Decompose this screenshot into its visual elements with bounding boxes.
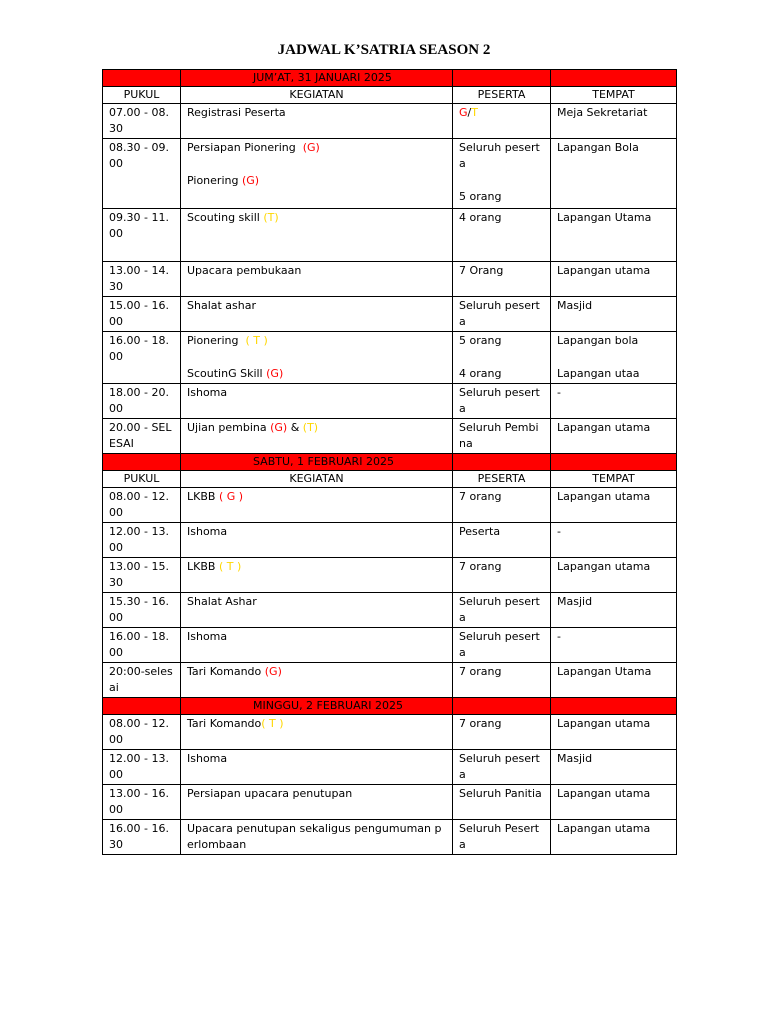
table-row — [103, 628, 677, 663]
table-row — [103, 332, 677, 384]
table-row — [103, 262, 677, 297]
marker-g: (G) — [264, 665, 282, 678]
table-row — [103, 104, 677, 139]
place-text: Lapangan bola — [557, 334, 639, 347]
marker-t: ( T ) — [261, 717, 284, 730]
activity-cell — [181, 209, 453, 262]
activity-cell — [181, 488, 453, 523]
participants-cell: 4 orang — [453, 209, 551, 262]
place-cell: Lapangan utama — [551, 785, 677, 820]
place-cell: - — [551, 523, 677, 558]
table-row — [103, 820, 677, 855]
column-header-row — [103, 87, 677, 104]
table-row — [103, 297, 677, 332]
table-row — [103, 750, 677, 785]
place-cell: Masjid — [551, 750, 677, 785]
table-row — [103, 785, 677, 820]
time-cell: 16.00 - 16.30 — [103, 820, 181, 855]
time-cell: 15.30 - 16.00 — [103, 593, 181, 628]
column-header-row — [103, 471, 677, 488]
day-label: MINGGU, 2 FEBRUARI 2025 — [181, 698, 453, 715]
activity-cell: Ishoma — [181, 384, 453, 419]
activity-text: Scouting skill — [187, 211, 260, 224]
marker-g: G — [459, 106, 468, 119]
table-row — [103, 488, 677, 523]
activity-cell — [181, 715, 453, 750]
table-row — [103, 715, 677, 750]
marker-g: ( G ) — [218, 490, 244, 503]
marker-g: (G) — [241, 174, 260, 187]
activity-cell: Registrasi Peserta — [181, 104, 453, 139]
time-cell: 18.00 - 20.00 — [103, 384, 181, 419]
activity-text: Tari Komando — [187, 717, 262, 730]
day-header-row — [103, 70, 677, 87]
place-cell: Meja Sekretariat — [551, 104, 677, 139]
participants-text: 4 orang — [459, 367, 502, 380]
time-cell: 20.00 - SELESAI — [103, 419, 181, 454]
place-cell: Lapangan utama — [551, 558, 677, 593]
activity-cell — [181, 332, 453, 384]
activity-text: LKBB — [187, 490, 216, 503]
day-header-row — [103, 698, 677, 715]
time-cell: 16.00 - 18.00 — [103, 628, 181, 663]
time-cell: 08.00 - 12.00 — [103, 488, 181, 523]
place-cell: Lapangan utama — [551, 262, 677, 297]
participants-cell — [453, 332, 551, 384]
schedule-table — [102, 69, 677, 855]
activity-cell: Shalat ashar — [181, 297, 453, 332]
participants-cell — [453, 104, 551, 139]
activity-text: ScoutinG Skill — [187, 367, 263, 380]
place-cell: Masjid — [551, 297, 677, 332]
time-cell: 13.00 - 15.30 — [103, 558, 181, 593]
day-header-row — [103, 454, 677, 471]
time-cell: 13.00 - 14.30 — [103, 262, 181, 297]
participants-cell: Seluruh Panitia — [453, 785, 551, 820]
place-cell: - — [551, 384, 677, 419]
table-row — [103, 663, 677, 698]
day-label: SABTU, 1 FEBRUARI 2025 — [181, 454, 453, 471]
place-cell: - — [551, 628, 677, 663]
activity-text: LKBB — [187, 560, 216, 573]
marker-slash: / — [467, 106, 472, 119]
activity-cell: Persiapan upacara penutupan — [181, 785, 453, 820]
col-header-tempat: TEMPAT — [551, 87, 677, 104]
participants-text: 5 orang — [459, 334, 502, 347]
marker-g: (G) — [270, 421, 288, 434]
participants-cell — [453, 139, 551, 209]
table-row — [103, 384, 677, 419]
place-cell: Lapangan utama — [551, 715, 677, 750]
time-cell: 09.30 - 11.00 — [103, 209, 181, 262]
col-header-kegiatan: KEGIATAN — [181, 471, 453, 488]
table-row — [103, 209, 677, 262]
place-cell: Lapangan Utama — [551, 663, 677, 698]
activity-cell — [181, 558, 453, 593]
participants-cell: 7 Orang — [453, 262, 551, 297]
activity-text: Pionering — [187, 174, 239, 187]
activity-cell: Ishoma — [181, 523, 453, 558]
activity-text: Tari Komando — [187, 665, 262, 678]
participants-cell: 7 orang — [453, 488, 551, 523]
col-header-peserta: PESERTA — [453, 87, 551, 104]
place-text: Lapangan utaa — [557, 367, 640, 380]
activity-cell: Ishoma — [181, 750, 453, 785]
participants-text: 5 orang — [459, 190, 502, 203]
place-cell: Masjid — [551, 593, 677, 628]
col-header-kegiatan: KEGIATAN — [181, 87, 453, 104]
col-header-pukul: PUKUL — [103, 471, 181, 488]
time-cell: 20:00-selesai — [103, 663, 181, 698]
time-cell: 16.00 - 18.00 — [103, 332, 181, 384]
activity-cell: Upacara pembukaan — [181, 262, 453, 297]
participants-cell: 7 orang — [453, 715, 551, 750]
place-cell: Lapangan utama — [551, 820, 677, 855]
table-row — [103, 523, 677, 558]
place-cell — [551, 332, 677, 384]
place-cell: Lapangan Utama — [551, 209, 677, 262]
participants-cell: Peserta — [453, 523, 551, 558]
place-cell: Lapangan utama — [551, 488, 677, 523]
activity-text: Persiapan Pionering — [187, 141, 296, 154]
table-row — [103, 139, 677, 209]
col-header-peserta: PESERTA — [453, 471, 551, 488]
participants-cell: Seluruh peserta — [453, 750, 551, 785]
activity-cell — [181, 419, 453, 454]
activity-cell: Ishoma — [181, 628, 453, 663]
marker-t: (T) — [263, 211, 279, 224]
time-cell: 07.00 - 08.30 — [103, 104, 181, 139]
participants-cell: Seluruh Peserta — [453, 820, 551, 855]
place-cell: Lapangan utama — [551, 419, 677, 454]
marker-t: T — [471, 106, 478, 119]
marker-t: ( T ) — [218, 560, 242, 573]
activity-text: Pionering — [187, 334, 239, 347]
time-cell: 08.30 - 09.00 — [103, 139, 181, 209]
marker-g: (G) — [302, 141, 320, 154]
activity-text: Ujian pembina — [187, 421, 267, 434]
marker-t: (T) — [302, 421, 319, 434]
time-cell: 08.00 - 12.00 — [103, 715, 181, 750]
activity-cell: Upacara penutupan sekaligus pengumuman perlombaan — [181, 820, 453, 855]
participants-cell: Seluruh peserta — [453, 384, 551, 419]
table-row — [103, 419, 677, 454]
col-header-tempat: TEMPAT — [551, 471, 677, 488]
time-cell: 12.00 - 13.00 — [103, 523, 181, 558]
participants-cell: Seluruh peserta — [453, 297, 551, 332]
table-row — [103, 593, 677, 628]
day-label: JUM’AT, 31 JANUARI 2025 — [181, 70, 453, 87]
time-cell: 12.00 - 13.00 — [103, 750, 181, 785]
participants-cell: Seluruh Pembina — [453, 419, 551, 454]
marker-g: (G) — [266, 367, 284, 380]
participants-text: Seluruh peserta — [459, 141, 540, 170]
marker-amp: & — [287, 421, 303, 434]
participants-cell: Seluruh peserta — [453, 628, 551, 663]
time-cell: 15.00 - 16.00 — [103, 297, 181, 332]
marker-t: ( T ) — [245, 334, 268, 347]
participants-cell: Seluruh peserta — [453, 593, 551, 628]
activity-cell — [181, 139, 453, 209]
activity-cell: Shalat Ashar — [181, 593, 453, 628]
page-title: JADWAL K’SATRIA SEASON 2 — [277, 42, 491, 58]
activity-cell — [181, 663, 453, 698]
col-header-pukul: PUKUL — [103, 87, 181, 104]
participants-cell: 7 orang — [453, 663, 551, 698]
place-cell: Lapangan Bola — [551, 139, 677, 209]
time-cell: 13.00 - 16.00 — [103, 785, 181, 820]
table-row — [103, 558, 677, 593]
participants-cell: 7 orang — [453, 558, 551, 593]
